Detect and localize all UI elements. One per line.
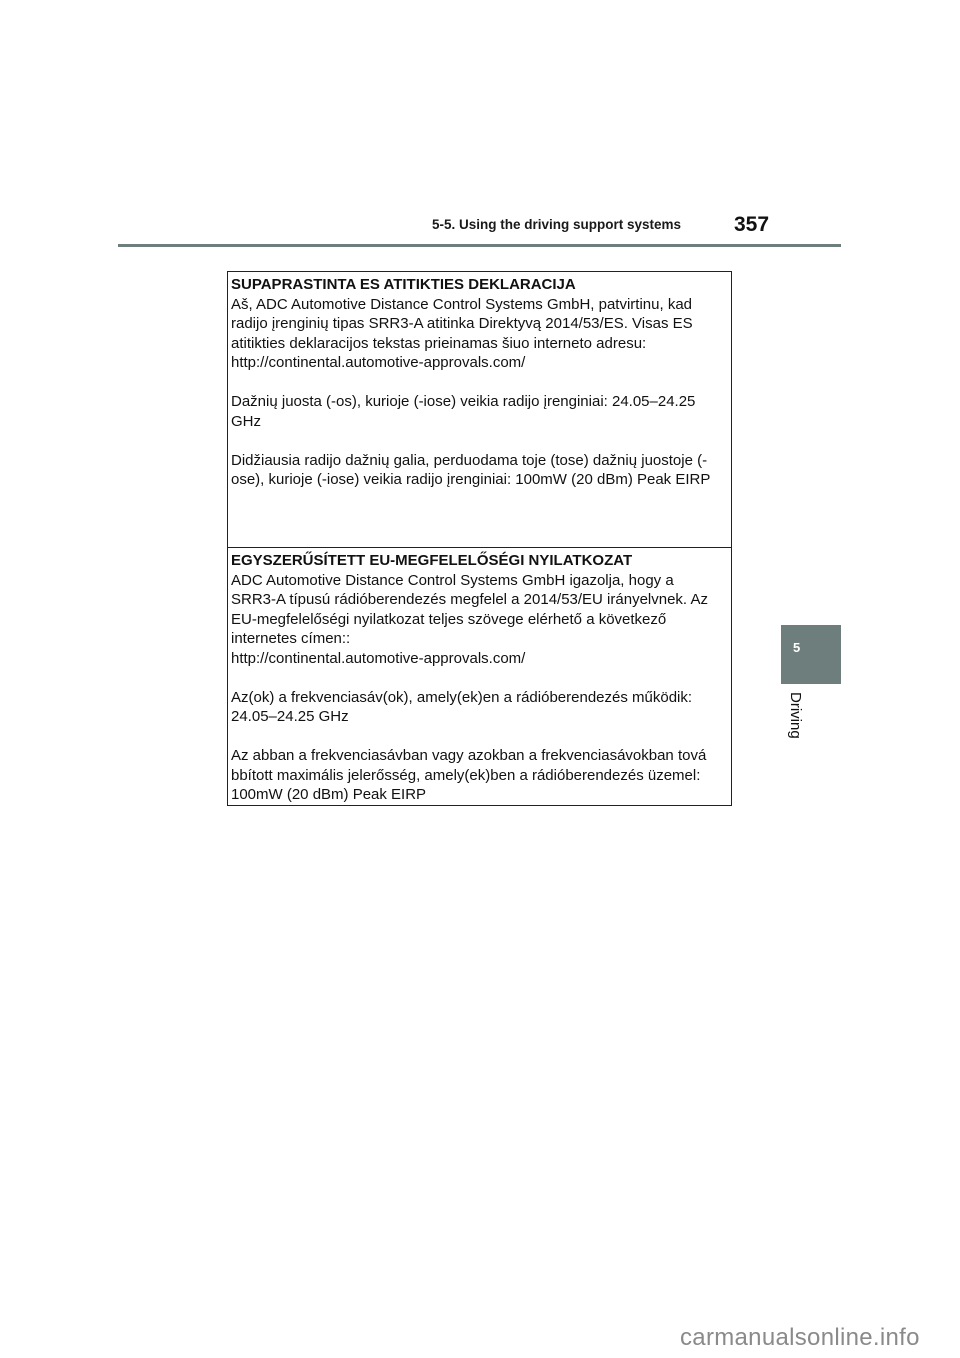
page-number: 357 xyxy=(734,213,770,236)
lithuanian-heading: SUPAPRASTINTA ES ATITIKTIES DEKLARACIJA xyxy=(231,276,576,293)
chapter-label: Driving xyxy=(787,692,804,739)
hu-power-line: 100mW (20 dBm) Peak EIRP xyxy=(231,786,427,803)
spacer xyxy=(231,727,727,747)
header-divider xyxy=(118,244,841,247)
lt-power-line: ose), kurioje (-iose) veikia radijo įrenginiai: 100mW (20 dBm) Peak EIRP xyxy=(231,471,711,488)
hu-intro-line: SRR3-A típusú rádióberendezés megfelel a 2014/53/EU irányelvnek. Az xyxy=(231,591,708,608)
spacer xyxy=(231,373,727,393)
lt-intro-line: atitikties deklaracijos tekstas prieinamas šiuo interneto adresu: xyxy=(231,334,647,352)
lt-frequency-line: Dažnių juosta (-os), kurioje (-iose) veikia radijo įrenginiai: 24.05–24.25 xyxy=(231,393,696,410)
hu-power-line: Az abban a frekvenciasávban vagy azokban a frekvenciasávokban tová xyxy=(231,747,707,764)
hungarian-heading: EGYSZERŰSÍTETT EU-MEGFELELŐSÉGI NYILATKOZAT xyxy=(231,552,633,569)
lt-url: http://continental.automotive-approvals.com/ xyxy=(231,354,526,371)
lt-frequency-line: GHz xyxy=(231,412,261,430)
hu-intro-line: EU-megfelelőségi nyilatkozat teljes szövege elérhető a következő xyxy=(231,610,667,628)
declaration-box xyxy=(227,271,732,806)
lt-intro-line: radijo įrenginių tipas SRR3-A atitinka Direktyvą 2014/53/ES. Visas ES xyxy=(231,315,693,332)
hu-frequency-line: 24.05–24.25 GHz xyxy=(231,708,349,725)
section-title: 5-5. Using the driving support systems xyxy=(432,217,682,232)
hungarian-declaration xyxy=(228,548,731,805)
watermark: carmanualsonline.info xyxy=(680,1324,920,1351)
lt-power-line: Didžiausia radijo dažnių galia, perduodama toje (tose) dažnių juostoje (- xyxy=(231,451,708,469)
chapter-tab xyxy=(781,625,841,684)
hu-intro-line: ADC Automotive Distance Control Systems GmbH igazolja, hogy a xyxy=(231,571,674,589)
chapter-number: 5 xyxy=(793,640,801,655)
hu-intro-line: internetes címen:: xyxy=(231,630,351,647)
lithuanian-declaration xyxy=(228,272,731,548)
lt-intro-line: Aš, ADC Automotive Distance Control Systems GmbH, patvirtinu, kad xyxy=(231,295,693,313)
spacer xyxy=(231,668,727,688)
hu-frequency-line: Az(ok) a frekvenciasáv(ok), amely(ek)en a rádióberendezés működik: xyxy=(231,688,693,706)
hu-power-line: bbított maximális jelerősség, amely(ek)ben a rádióberendezés üzemel: xyxy=(231,766,701,784)
hu-url: http://continental.automotive-approvals.com/ xyxy=(231,649,526,667)
spacer xyxy=(231,431,727,451)
